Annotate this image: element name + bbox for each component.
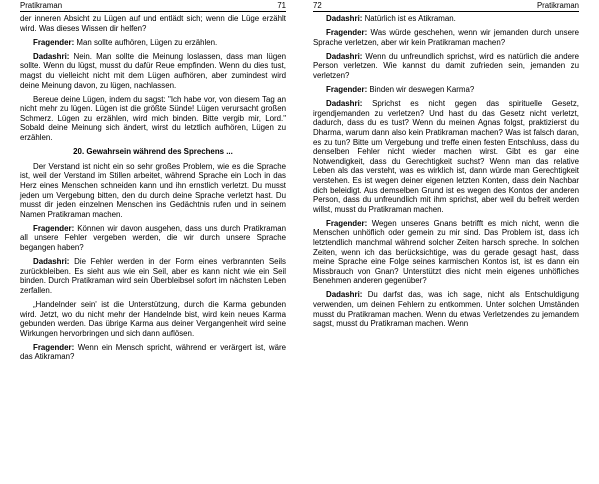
left-page [20, 0, 286, 484]
paragraph [20, 95, 286, 143]
paragraph-text: Man sollte aufhören, Lügen zu erzählen. [74, 37, 218, 47]
speaker-label: Fragender: [33, 223, 75, 233]
speaker-label: Dadashri: [326, 290, 363, 300]
paragraph-text: Nein. Man sollte die Meinung loslassen, dass man lügen sollte. Wenn du lügst, musst du dafür Reue empfinden. Wenn du dies tust, magst du vielleicht nicht mit dem Lügen aufhören, aber zumindest wird deine Meinung davon, zu lügen, nachlassen. [20, 51, 286, 90]
paragraph [20, 300, 286, 338]
speaker-label: Fragender: [326, 85, 368, 95]
paragraph [313, 85, 579, 95]
left-page-header [20, 0, 286, 12]
speaker-label: Dadashri: [33, 257, 70, 267]
paragraph-text: Natürlich ist es Atikraman. [362, 14, 456, 23]
right-page [313, 0, 579, 484]
speaker-label: Dadashri: [326, 99, 363, 109]
paragraph [20, 343, 286, 362]
paragraph-text: Wegen unseres Gnans betrifft es mich nicht, wenn die Menschen unhöflich oder gemein zu mir sind. Das Problem ist, dass ich letztendlich manchmal während solcher Zeiten harsch spreche. In solchen Zeiten, wenn ich das berücksichtige, was du gerade gesagt hast, dass meine Sprache eine Folge seines karmischen Kontos ist, ist es dann ein Missbrauch von Gnan? Unterstützt dies nicht mein eigenes unhöfliches Benehmen anderen gegenüber? [313, 218, 579, 286]
paragraph-text: Was würde geschehen, wenn wir jemanden durch unsere Sprache verletzen, aber wir kein Pratikraman machen? [313, 28, 579, 47]
left-page-body [20, 12, 286, 362]
right-page-number: 72 [313, 1, 322, 10]
paragraph [20, 38, 286, 48]
paragraph [313, 28, 579, 47]
paragraph-text: Du darfst das, was ich sage, nicht als Entschuldigung verwenden, um deinen Fehlern zu entkommen. Unter solchen Umständen musst du Pratikraman machen. Wenn du etwas Verletzendes zu jemandem sagst, musst du Pratikraman machen. Wenn [313, 290, 579, 329]
speaker-label: Fragender: [33, 342, 75, 352]
speaker-label: Fragender: [326, 28, 368, 38]
paragraph [313, 99, 579, 214]
right-page-body [313, 12, 579, 329]
speaker-label: Dadashri: [326, 14, 363, 23]
paragraph [20, 52, 286, 90]
paragraph [313, 219, 579, 286]
right-page-header [313, 0, 579, 12]
paragraph-text: Binden wir deswegen Karma? [367, 85, 475, 95]
right-header-title: Pratikraman [536, 1, 579, 10]
paragraph-text: Bereue deine Lügen, indem du sagst: "Ich habe vor, von diesem Tag an nicht mehr zu lügen. Lügen ist die größte Sünde! Lügen verursacht großen Schmerz. Lügen zu erzählen, wird mich binden. Bitte vergib mir, Lord." Sobald deine Meinung sich ändert, wirst du letztlich aufhören, Lügen zu erzählen. [20, 94, 286, 143]
paragraph-text: Können wir davon ausgehen, dass uns durch Pratikraman all unsere Fehler vergeben werden, die wir durch unsere Sprache begangen haben? [20, 223, 286, 252]
speaker-label: Dadashri: [326, 51, 363, 61]
speaker-label: Fragender: [326, 218, 368, 228]
paragraph [20, 224, 286, 253]
paragraph [20, 14, 286, 33]
paragraph-text: Sprichst es nicht gegen das spirituelle Gesetz, irgendjemanden zu verletzen? Und hast du das Gesetz nicht verletzt, dadurch, dass du es tust? Wenn du meinen Agnas folgst, praktizierst du Dharma, warum dann also kein Pratikraman machen? Was ist falsch daran, es zu tun? Bitte um Vergebung und treffe einen festen Entschluss, dass du denselben Fehler nicht wieder machen wirst. Gibt es gar eine Notwendigkeit, dass du Gerechtigkeit suchst? Wenn man das relative Leben als das versteht, was es wirklich ist, dann würde man Gerechtigkeit verstehen. Es ist wegen deiner eigenen letzten Konten, dass dein Nachbar dich beleidigt. Aus demselben Grund ist es wegen des Kontos der anderen Person, dass du unfreundlich mit ihm sprichst, aber weil du befreit werden willst, musst du Pratikraman machen. [313, 99, 579, 214]
paragraph-text: Der Verstand ist nicht ein so sehr großes Problem, wie es die Sprache ist, weil der Verstand im Stillen arbeitet, während Sprache ein Loch in das Herz eines Menschen schneiden kann und ihn ernstlich verletzt. Du musst jeden um Vergebung bitten, den du durch deine Sprache verletzt hast. Du musst dir jeden einzelnen Menschen ins Gedächtnis rufen und in seinem Namen Pratikraman machen. [20, 161, 286, 219]
paragraph [20, 162, 286, 220]
paragraph [313, 14, 579, 24]
paragraph-text: Wenn ein Mensch spricht, während er verärgert ist, wäre das Atikraman? [20, 342, 286, 362]
section-heading: 20. Gewahrsein während des Sprechens ... [73, 147, 233, 157]
paragraph-text: „Handelnder sein' ist die Unterstützung, durch die Karma gebunden wird. Jetzt, wo du nicht mehr der Handelnde bist, wird kein neues Karma gebunden werden. Das übrige Karma aus deiner Vergangenheit wird seine Wirkungen hervorbringen und sich dann auflösen. [20, 299, 286, 338]
paragraph-text: Wenn du unfreundlich sprichst, wird es natürlich die andere Person verletzen. Wie kannst du damit zufrieden sein, jemanden zu verletzen? [313, 51, 579, 80]
left-page-number: 71 [277, 1, 286, 10]
paragraph [313, 52, 579, 81]
paragraph [313, 290, 579, 328]
left-header-title: Pratikraman [20, 1, 63, 10]
speaker-label: Dadashri: [33, 51, 70, 61]
paragraph [20, 257, 286, 295]
paragraph-text: der inneren Absicht zu Lügen auf und entlädt sich; wenn die Lüge erzählt wird. Was dieses Wissen dir helfen? [20, 14, 286, 33]
paragraph-text: Die Fehler werden in der Form eines verbrannten Seils zurückbleiben. Es sieht aus wie ein Seil, aber es kann nicht wie ein Seil binden. Durch Pratikraman wird sein Überbleibsel sofort im nächsten Leben zerfallen. [20, 257, 286, 295]
speaker-label: Fragender: [33, 37, 75, 47]
